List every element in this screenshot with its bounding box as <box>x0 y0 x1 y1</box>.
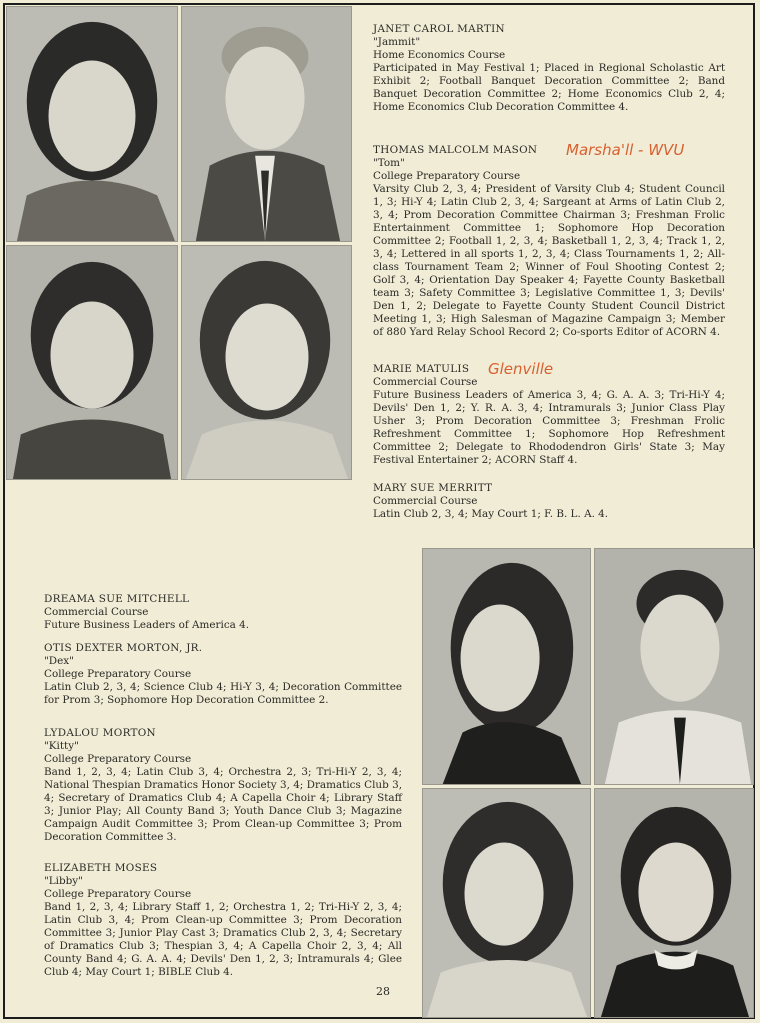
student-course: College Preparatory Course <box>373 170 521 182</box>
student-name: JANET CAROL MARTIN <box>373 23 505 35</box>
portrait-photo-dreama-mitchell <box>422 548 591 785</box>
student-name: MARIE MATULIS <box>373 363 470 375</box>
student-name: ELIZABETH MOSES <box>44 862 158 874</box>
student-course: College Preparatory Course <box>44 753 192 765</box>
student-activities: Varsity Club 2, 3, 4; President of Varsity Club 4; Student Council 1, 3; Hi-Y 4; Latin Club 2, 3, 4; Sargeant at Arms of Latin Club 2, 3, 4; Prom Decoration Committee Chairman 3; Freshman Frolic Entertainment Committee 1; Sophomore Hop Decoration Committee 2; Football 1, 2, 3, 4; Basketball 1, 2, 3, 4; Track 1, 2, 3, 4; Lettered in all sports 1, 2, 3, 4; Class Tournaments 1, 2; All-class Tournament Team 2; Winner of Foul Shooting Contest 2; Golf 3, 4; Orientation Day Speaker 4; Fayette County Basketball team 3; Safety Committee 3; Legislative Committee 1, 3; Devils' Den 1, 2; Delegate to Fayette County Student Council District Meeting 1, 3; High Salesman of Magazine Campaign 3; Member of 880 Yard Relay School Record 2; Co-sports Editor of ACORN 4. <box>373 183 725 338</box>
senior-entry-marie-matulis <box>373 363 725 467</box>
senior-entry-otis-morton <box>44 642 402 707</box>
student-name: OTIS DEXTER MORTON, JR. <box>44 642 203 654</box>
page-number: 28 <box>376 985 390 998</box>
student-nickname: "Libby" <box>44 875 83 887</box>
senior-entry-dreama-mitchell <box>44 593 402 632</box>
student-activities: Band 1, 2, 3, 4; Library Staff 1, 2; Orchestra 1, 2; Tri-Hi-Y 2, 3, 4; Latin Club 3, 4; Prom Clean-up Committee 3; Prom Decoration Committee 3; Junior Play Cast 3; Dramatics Club 2, 3, 4; Secretary of Dramatics Club 3; Thespian 3, 4; A Capella Choir 2, 3, 4; All County Band 4; G. A. A. 4; Devils' Den 1, 2, 3; Intramurals 4; Glee Club 4; May Court 1; BIBLE Club 4. <box>44 901 402 978</box>
student-activities: Future Business Leaders of America 3, 4; G. A. A. 3; Tri-Hi-Y 4; Devils' Den 1, 2; Y. R. A. 3, 4; Intramurals 3; Junior Class Play Usher 3; Prom Decoration Committee 3; Freshman Frolic Refreshment Committee 1; Sophomore Hop Refreshment Committee 2; Delegate to Rhododendron Girls' State 3; May Festival Entertainer 2; ACORN Staff 4. <box>373 389 725 466</box>
portrait-photo-lydalou-morton <box>422 788 591 1018</box>
student-course: College Preparatory Course <box>44 668 192 680</box>
student-activities: Band 1, 2, 3, 4; Latin Club 3, 4; Orchestra 2, 3; Tri-Hi-Y 2, 3, 4; National Thespian Dramatics Honor Society 3, 4; Dramatics Club 3, 4; Secretary of Dramatics Club 4; A Capella Choir 4; Library Staff 3; Junior Play; All County Band 3; Youth Dance Club 3; Magazine Campaign Audit Committee 3; Prom Clean-up Committee 3; Prom Decoration Committee 3. <box>44 766 402 843</box>
senior-entry-thomas-mason <box>373 144 725 339</box>
student-nickname: "Tom" <box>373 157 405 169</box>
senior-entry-mary-merritt <box>373 482 725 521</box>
student-name: LYDALOU MORTON <box>44 727 156 739</box>
student-course: Commercial Course <box>373 376 478 388</box>
student-name: THOMAS MALCOLM MASON <box>373 144 538 156</box>
handwritten-annotation-matulis: Glenville <box>488 360 554 378</box>
student-course: Home Economics Course <box>373 49 506 61</box>
portrait-photo-thomas-mason <box>181 6 352 242</box>
student-activities: Participated in May Festival 1; Placed in Regional Scholastic Art Exhibit 2; Football Banquet Decoration Committee 2; Band Banquet Decoration Committee 2; Home Economics Club 2, 4; Home Economics Club Decoration Committee 4. <box>373 62 725 113</box>
student-course: Commercial Course <box>373 495 478 507</box>
student-activities: Future Business Leaders of America 4. <box>44 619 250 631</box>
senior-entry-janet-martin <box>373 23 725 114</box>
portrait-photo-mary-merritt <box>181 245 352 480</box>
student-nickname: "Jammit" <box>373 36 421 48</box>
portrait-photo-elizabeth-moses <box>594 788 754 1018</box>
student-course: Commercial Course <box>44 606 149 618</box>
student-nickname: "Kitty" <box>44 740 79 752</box>
senior-entry-lydalou-morton <box>44 727 402 844</box>
handwritten-annotation-mason: Marsha'll - WVU <box>566 141 685 159</box>
portrait-photo-janet-martin <box>6 6 178 242</box>
student-activities: Latin Club 2, 3, 4; May Court 1; F. B. L. A. 4. <box>373 508 609 520</box>
student-activities: Latin Club 2, 3, 4; Science Club 4; Hi-Y 3, 4; Decoration Committee for Prom 3; Sophomore Hop Decoration Committee 2. <box>44 681 402 706</box>
student-name: MARY SUE MERRITT <box>373 482 493 494</box>
student-nickname: "Dex" <box>44 655 74 667</box>
student-course: College Preparatory Course <box>44 888 192 900</box>
student-name: DREAMA SUE MITCHELL <box>44 593 190 605</box>
senior-entry-elizabeth-moses <box>44 862 402 979</box>
portrait-photo-otis-morton <box>594 548 754 785</box>
portrait-photo-marie-matulis <box>6 245 178 480</box>
